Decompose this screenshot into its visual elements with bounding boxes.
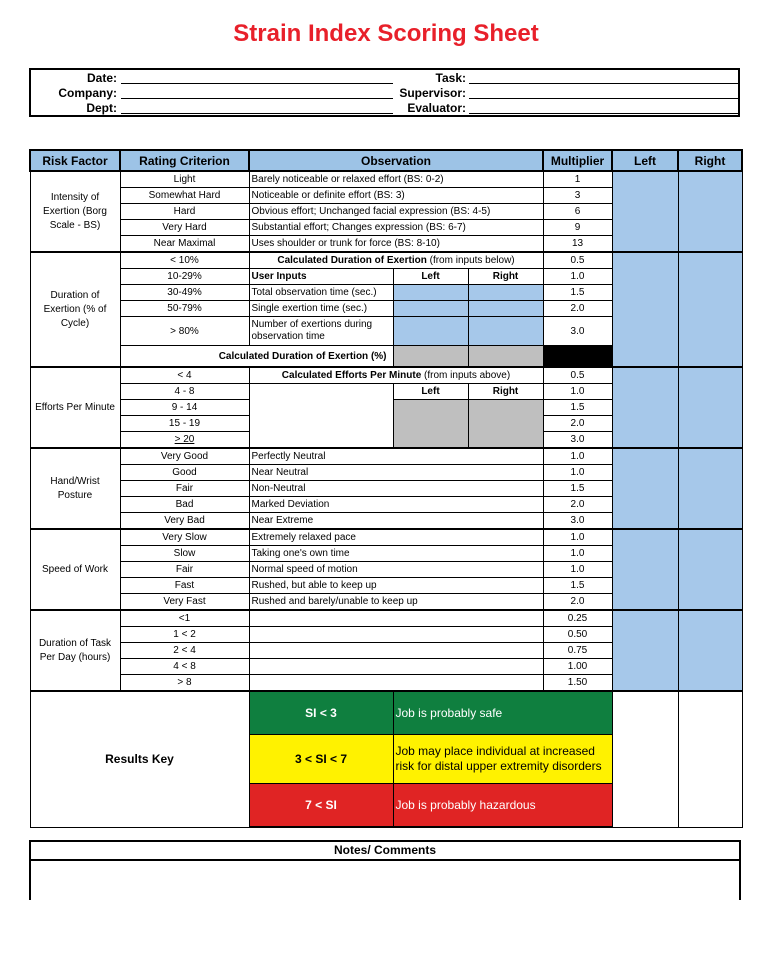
observation-cell bbox=[249, 610, 543, 627]
rating-cell: 9 - 14 bbox=[120, 400, 249, 416]
task-duration-left-input[interactable] bbox=[612, 610, 678, 691]
observation-cell: Taking one's own time bbox=[249, 546, 543, 562]
table-row bbox=[30, 691, 742, 735]
multiplier-cell: 1.0 bbox=[543, 448, 612, 465]
efforts-label: Efforts Per Minute bbox=[30, 367, 120, 448]
calc-duration-right bbox=[468, 346, 543, 368]
result-left-cell bbox=[612, 691, 678, 827]
speed-label: Speed of Work bbox=[30, 529, 120, 610]
speed-right-input[interactable] bbox=[678, 529, 742, 610]
single-time-left-input[interactable] bbox=[393, 301, 468, 317]
multiplier-cell: 3.0 bbox=[543, 432, 612, 449]
rating-cell: 30-49% bbox=[120, 285, 249, 301]
multiplier-cell: 3.0 bbox=[543, 513, 612, 530]
supervisor-label: Supervisor: bbox=[399, 86, 466, 100]
rating-cell: 4 < 8 bbox=[120, 659, 249, 675]
multiplier-cell: 0.25 bbox=[543, 610, 612, 627]
observation-cell: Near Extreme bbox=[249, 513, 543, 530]
duration-label: Duration of Exertion (% of Cycle) bbox=[30, 252, 120, 367]
task-duration-right-input[interactable] bbox=[678, 610, 742, 691]
multiplier-cell: 6 bbox=[543, 204, 612, 220]
multiplier-cell: 1.0 bbox=[543, 384, 612, 400]
rating-cell: Bad bbox=[120, 497, 249, 513]
calc-efforts-right bbox=[468, 400, 543, 449]
posture-right-input[interactable] bbox=[678, 448, 742, 529]
rating-cell: Very Hard bbox=[120, 220, 249, 236]
date-field[interactable] bbox=[121, 83, 393, 84]
table-row bbox=[30, 529, 742, 546]
supervisor-field[interactable] bbox=[469, 98, 739, 99]
multiplier-cell: 1.5 bbox=[543, 578, 612, 594]
rating-cell: > 80% bbox=[120, 317, 249, 346]
multiplier-cell: 1.0 bbox=[543, 529, 612, 546]
rating-cell: Near Maximal bbox=[120, 236, 249, 253]
task-label: Task: bbox=[435, 71, 466, 85]
table-row bbox=[30, 252, 742, 269]
rating-cell: Light bbox=[120, 171, 249, 188]
dept-field[interactable] bbox=[121, 113, 393, 114]
rating-cell: 4 - 8 bbox=[120, 384, 249, 400]
rating-cell: 10-29% bbox=[120, 269, 249, 285]
calc-duration-left bbox=[393, 346, 468, 368]
observation-cell bbox=[249, 643, 543, 659]
num-exertions-left-input[interactable] bbox=[393, 317, 468, 346]
posture-label: Hand/Wrist Posture bbox=[30, 448, 120, 529]
duration-right-input[interactable] bbox=[678, 252, 742, 367]
rating-cell: Good bbox=[120, 465, 249, 481]
multiplier-cell: 0.5 bbox=[543, 367, 612, 384]
efforts-left-input[interactable] bbox=[612, 367, 678, 448]
rating-cell: Fair bbox=[120, 481, 249, 497]
result-increased-text: Job may place individual at increased risk for distal upper extremity disorders bbox=[393, 735, 612, 784]
multiplier-cell: 1.0 bbox=[543, 465, 612, 481]
rating-cell: < 4 bbox=[120, 367, 249, 384]
observation-cell: Barely noticeable or relaxed effort (BS: 0-2) bbox=[249, 171, 543, 188]
observation-cell: Total observation time (sec.) bbox=[249, 285, 393, 301]
rating-cell: 1 < 2 bbox=[120, 627, 249, 643]
multiplier-cell: 2.0 bbox=[543, 497, 612, 513]
rating-cell: Very Bad bbox=[120, 513, 249, 530]
result-hazardous-text: Job is probably hazardous bbox=[393, 784, 612, 828]
efforts-blank-cell bbox=[249, 384, 393, 449]
duration-inputs-left-header: Left bbox=[393, 269, 468, 285]
single-time-right-input[interactable] bbox=[468, 301, 543, 317]
observation-cell: Obvious effort; Unchanged facial expression (BS: 4-5) bbox=[249, 204, 543, 220]
intensity-label: Intensity of Exertion (Borg Scale - BS) bbox=[30, 171, 120, 252]
observation-cell: Rushed and barely/unable to keep up bbox=[249, 594, 543, 611]
observation-cell: Non-Neutral bbox=[249, 481, 543, 497]
multiplier-cell: 9 bbox=[543, 220, 612, 236]
duration-inputs-right-header: Right bbox=[468, 269, 543, 285]
rating-cell: Fair bbox=[120, 562, 249, 578]
header-info-box bbox=[29, 68, 740, 117]
multiplier-cell: 0.5 bbox=[543, 252, 612, 269]
rating-cell: Somewhat Hard bbox=[120, 188, 249, 204]
observation-cell bbox=[249, 675, 543, 692]
col-risk-factor: Risk Factor bbox=[30, 150, 120, 171]
efforts-right-header: Right bbox=[468, 384, 543, 400]
efforts-calc-title bbox=[249, 367, 543, 384]
multiplier-cell: 1.50 bbox=[543, 675, 612, 692]
observation-cell: Extremely relaxed pace bbox=[249, 529, 543, 546]
results-key-label: Results Key bbox=[30, 691, 249, 827]
rating-cell: Very Fast bbox=[120, 594, 249, 611]
multiplier-cell: 1.5 bbox=[543, 481, 612, 497]
scoring-table bbox=[29, 149, 743, 828]
observation-cell bbox=[249, 659, 543, 675]
multiplier-cell: 1 bbox=[543, 171, 612, 188]
si-range-hazardous: 7 < SI bbox=[249, 784, 393, 828]
user-inputs-label: User Inputs bbox=[249, 269, 393, 285]
col-rating: Rating Criterion bbox=[120, 150, 249, 171]
rating-cell: > 8 bbox=[120, 675, 249, 692]
table-row bbox=[30, 610, 742, 627]
observation-cell bbox=[249, 627, 543, 643]
rating-cell: 50-79% bbox=[120, 301, 249, 317]
calc-duration-black-cell bbox=[543, 346, 612, 368]
multiplier-cell: 1.00 bbox=[543, 659, 612, 675]
observation-cell: Normal speed of motion bbox=[249, 562, 543, 578]
efforts-calc-title-text: Calculated Efforts Per Minute bbox=[281, 370, 422, 381]
company-field[interactable] bbox=[121, 98, 393, 99]
dept-label: Dept: bbox=[86, 101, 117, 115]
calc-duration-pct-label: Calculated Duration of Exertion (%) bbox=[120, 346, 393, 368]
date-label: Date: bbox=[86, 71, 117, 85]
total-time-right-input[interactable] bbox=[468, 285, 543, 301]
efforts-calc-note: (from inputs above) bbox=[424, 370, 511, 381]
evaluator-label: Evaluator: bbox=[407, 101, 466, 115]
rating-cell: Very Slow bbox=[120, 529, 249, 546]
col-observation: Observation bbox=[249, 150, 543, 171]
total-time-left-input[interactable] bbox=[393, 285, 468, 301]
observation-cell: Number of exertions during observation time bbox=[249, 317, 393, 346]
notes-title: Notes/ Comments bbox=[31, 842, 739, 861]
rating-cell: < 10% bbox=[120, 252, 249, 269]
si-range-safe: SI < 3 bbox=[249, 691, 393, 735]
multiplier-cell: 1.0 bbox=[543, 269, 612, 285]
rating-cell: 15 - 19 bbox=[120, 416, 249, 432]
observation-cell: Near Neutral bbox=[249, 465, 543, 481]
multiplier-cell: 0.50 bbox=[543, 627, 612, 643]
result-safe-text: Job is probably safe bbox=[393, 691, 612, 735]
multiplier-cell: 2.0 bbox=[543, 594, 612, 611]
page-title: Strain Index Scoring Sheet bbox=[233, 20, 539, 47]
rating-cell: Slow bbox=[120, 546, 249, 562]
rating-cell: Hard bbox=[120, 204, 249, 220]
rating-cell: 2 < 4 bbox=[120, 643, 249, 659]
rating-cell: <1 bbox=[120, 610, 249, 627]
observation-cell: Marked Deviation bbox=[249, 497, 543, 513]
intensity-right-input[interactable] bbox=[678, 171, 742, 252]
duration-left-input[interactable] bbox=[612, 252, 678, 367]
efforts-left-header: Left bbox=[393, 384, 468, 400]
observation-cell: Perfectly Neutral bbox=[249, 448, 543, 465]
rating-cell: Very Good bbox=[120, 448, 249, 465]
multiplier-cell: 0.75 bbox=[543, 643, 612, 659]
speed-left-input[interactable] bbox=[612, 529, 678, 610]
multiplier-cell: 1.5 bbox=[543, 285, 612, 301]
multiplier-cell: 2.0 bbox=[543, 416, 612, 432]
table-header-row bbox=[30, 150, 742, 171]
calc-efforts-left bbox=[393, 400, 468, 449]
efforts-right-input[interactable] bbox=[678, 367, 742, 448]
observation-cell: Single exertion time (sec.) bbox=[249, 301, 393, 317]
evaluator-field[interactable] bbox=[469, 113, 739, 114]
multiplier-cell: 1.0 bbox=[543, 546, 612, 562]
si-range-increased: 3 < SI < 7 bbox=[249, 735, 393, 784]
observation-cell: Substantial effort; Changes expression (BS: 6-7) bbox=[249, 220, 543, 236]
observation-cell: Noticeable or definite effort (BS: 3) bbox=[249, 188, 543, 204]
task-field[interactable] bbox=[469, 83, 739, 84]
duration-calc-note: (from inputs below) bbox=[429, 255, 515, 266]
task-duration-label: Duration of Task Per Day (hours) bbox=[30, 610, 120, 691]
table-row bbox=[30, 448, 742, 465]
num-exertions-right-input[interactable] bbox=[468, 317, 543, 346]
table-row bbox=[30, 171, 742, 188]
rating-cell: > 20 bbox=[120, 432, 249, 449]
multiplier-cell: 2.0 bbox=[543, 301, 612, 317]
company-label: Company: bbox=[58, 86, 117, 100]
multiplier-cell: 3 bbox=[543, 188, 612, 204]
col-left: Left bbox=[612, 150, 678, 171]
intensity-left-input[interactable] bbox=[612, 171, 678, 252]
observation-cell: Uses shoulder or trunk for force (BS: 8-10) bbox=[249, 236, 543, 253]
rating-cell: Fast bbox=[120, 578, 249, 594]
posture-left-input[interactable] bbox=[612, 448, 678, 529]
duration-calc-title-text: Calculated Duration of Exertion bbox=[277, 255, 427, 266]
multiplier-cell: 1.0 bbox=[543, 562, 612, 578]
col-right: Right bbox=[678, 150, 742, 171]
multiplier-cell: 13 bbox=[543, 236, 612, 253]
result-right-cell bbox=[678, 691, 742, 827]
observation-cell: Rushed, but able to keep up bbox=[249, 578, 543, 594]
duration-calc-title bbox=[249, 252, 543, 269]
multiplier-cell: 1.5 bbox=[543, 400, 612, 416]
notes-section[interactable] bbox=[29, 840, 741, 900]
multiplier-cell: 3.0 bbox=[543, 317, 612, 346]
table-row bbox=[30, 367, 742, 384]
col-multiplier: Multiplier bbox=[543, 150, 612, 171]
